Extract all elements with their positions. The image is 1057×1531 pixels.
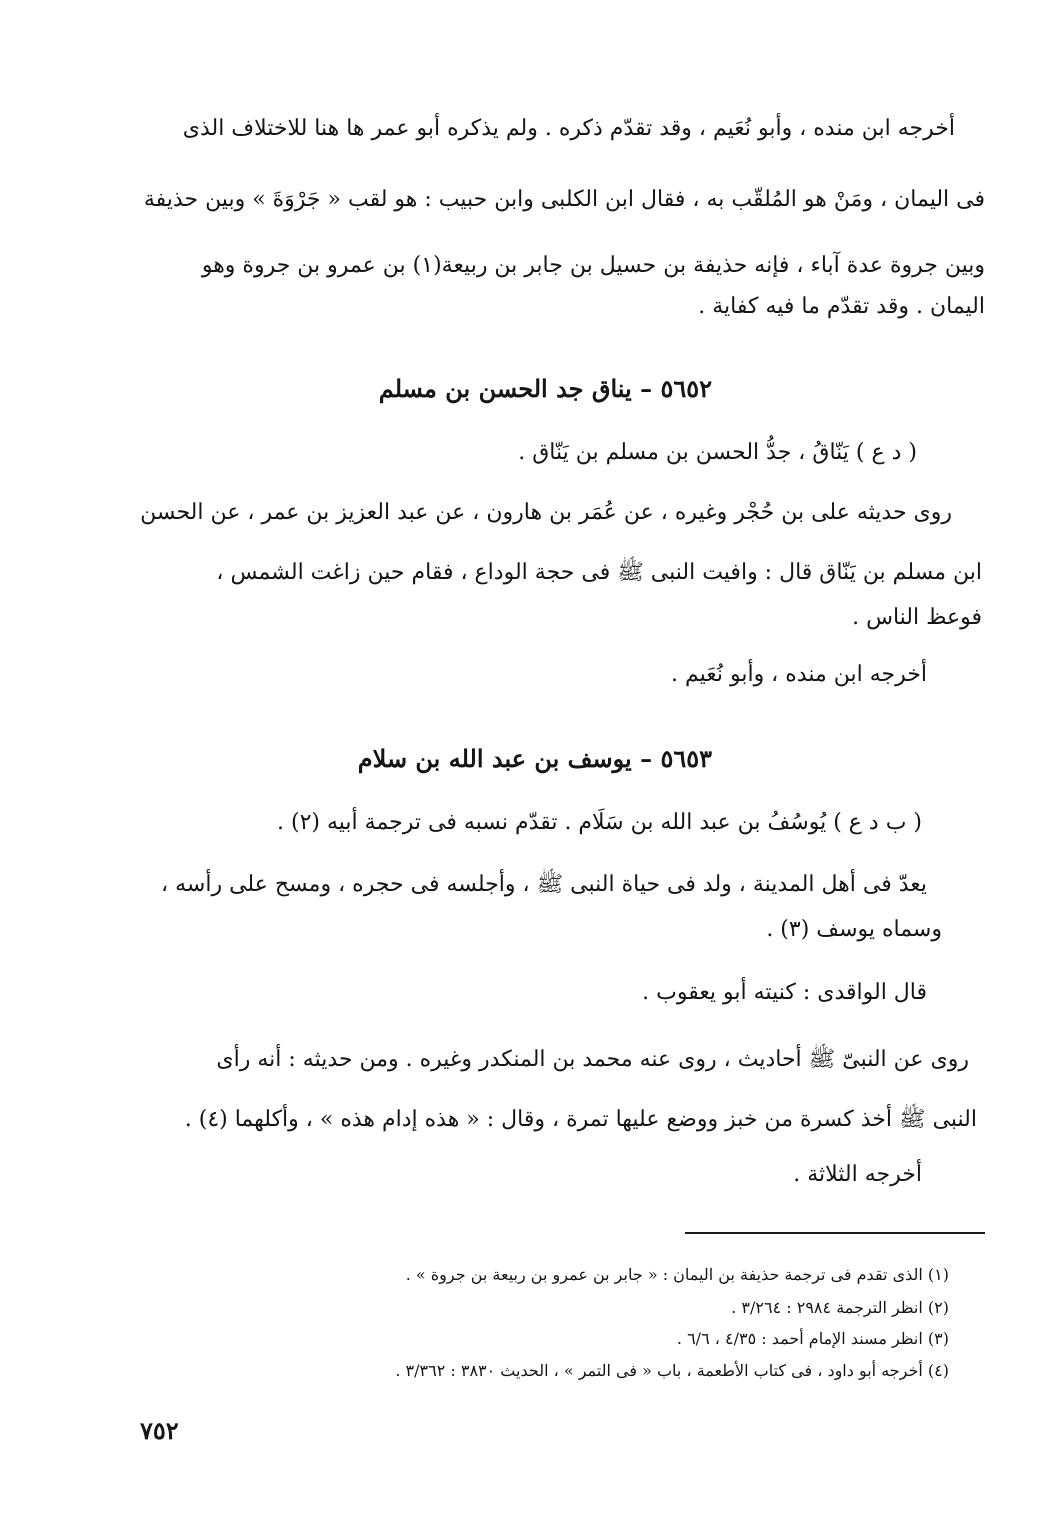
intro-line-4: اليمان . وقد تقدّم ما فيه كفاية .	[698, 294, 985, 319]
footnote-4: (٤) أخرجه أبو داود ، فى كتاب الأطعمة ، باب « فى التمر » ، الحديث ٣٨٣٠ : ٣/٣٦٢ .	[395, 1361, 949, 1380]
entry-5653-line-3: وسماه يوسف (٣) .	[766, 917, 942, 942]
entry-5652-line-5: أخرجه ابن منده ، وأبو نُعَيم .	[670, 662, 927, 687]
intro-line-3: وبين جروة عدة آباء ، فإنه حذيفة بن حسيل بن جابر بن ربيعة(١) بن عمرو بن جروة وهو	[201, 253, 985, 278]
footnote-2: (٢) انظر الترجمة ٢٩٨٤ : ٣/٢٦٤ .	[731, 1298, 949, 1317]
entry-5653-line-6: النبى ﷺ أخذ كسرة من خبز ووضع عليها تمرة ، وقال : « هذه إدام هذه » ، وأكلهما (٤) .	[184, 1107, 977, 1132]
entry-5653-line-4: قال الواقدى : كنيته أبو يعقوب .	[642, 980, 927, 1005]
entry-5652-line-4: فوعظ الناس .	[852, 605, 982, 630]
entry-5653-line-7: أخرجه الثلاثة .	[793, 1162, 922, 1187]
footnote-3: (٣) انظر مسند الإمام أحمد : ٤/٣٥ ، ٦/٦ .	[676, 1329, 949, 1348]
entry-5653-line-1: ( ب د ع ) يُوسُفُ بن عبد الله بن سَلَام . تقدّم نسبه فى ترجمة أبيه (٢) .	[277, 810, 922, 835]
footnote-1: (١) الذى تقدم فى ترجمة حذيفة بن اليمان : « جابر بن عمرو بن ربيعة بن جروة » .	[405, 1265, 949, 1284]
entry-5652-line-2: روى حديثه على بن حُجْر وغيره ، عن عُمَر بن هارون ، عن عبد العزيز بن عمر ، عن الحسن	[140, 500, 952, 525]
entry-5652-line-1: ( د ع ) يَنّاقُ ، جدُّ الحسن بن مسلم بن يَنّاق .	[518, 440, 917, 465]
footnote-separator	[685, 1232, 985, 1234]
entry-5653-line-5: روى عن النبىّ ﷺ أحاديث ، روى عنه محمد بن المنكدر وغيره . ومن حديثه : أنه رأى	[216, 1047, 969, 1072]
page-number: ٧٥٢	[140, 1416, 179, 1445]
intro-line-2: فى اليمان ، ومَنْ هو المُلقّب به ، فقال ابن الكلبى وابن حبيب : هو لقب « جَرْوَةَ » وبين حذيفة	[143, 187, 985, 212]
entry-5652-line-3: ابن مسلم بن يَنّاق قال : وافيت النبى ﷺ فى حجة الوداع ، فقام حين زاغت الشمس ،	[216, 560, 982, 585]
intro-line-1: أخرجه ابن منده ، وأبو نُعَيم ، وقد تقدّم ذكره . ولم يذكره أبو عمر ها هنا للاختلاف الذى	[182, 116, 955, 141]
entry-5652-heading: ٥٦٥٢ – يناق جد الحسن بن مسلم	[378, 374, 712, 403]
entry-5653-line-2: يعدّ فى أهل المدينة ، ولد فى حياة النبى ﷺ ، وأجلسه فى حجره ، ومسح على رأسه ،	[161, 872, 927, 897]
entry-5653-heading: ٥٦٥٣ – يوسف بن عبد الله بن سلام	[357, 744, 712, 773]
